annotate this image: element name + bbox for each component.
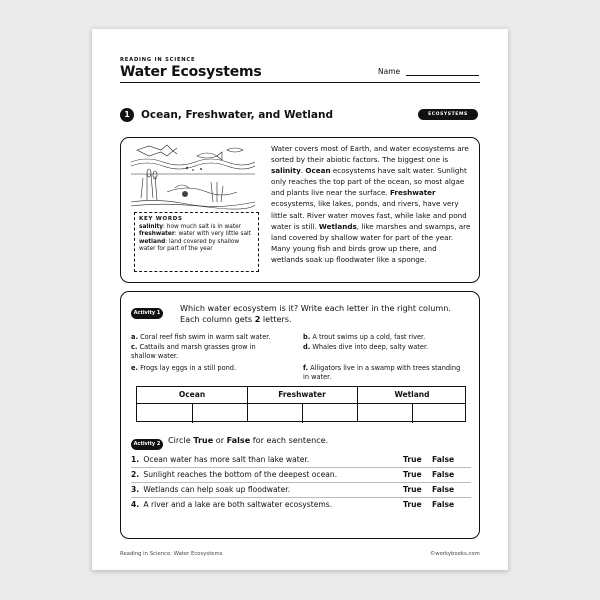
true-option[interactable]: True	[403, 455, 422, 464]
instruction-text: Circle	[168, 435, 194, 445]
statement-row	[131, 484, 471, 495]
key-word-entry	[139, 224, 254, 232]
name-field-line[interactable]	[406, 75, 479, 76]
activity-1-item	[131, 333, 291, 342]
item-text: Cattails and marsh grasses grow in shallow water.	[131, 343, 256, 361]
passage-text: ecosystems, like lakes, ponds, and rivers, have very little salt. River water moves fast, while lake and pond water is still.	[271, 199, 467, 231]
key-word-definition: : how much salt is in water	[163, 223, 242, 230]
activity-1-item	[303, 343, 463, 352]
header-rule	[120, 82, 480, 83]
instruction-false: False	[226, 435, 251, 445]
activity-1-item	[303, 333, 463, 342]
statement-number: 3.	[131, 485, 140, 494]
reading-box	[120, 137, 480, 283]
true-option[interactable]: True	[403, 470, 422, 479]
table-divider	[137, 403, 465, 404]
reading-passage	[271, 143, 471, 265]
instruction-true: True	[193, 435, 214, 445]
passage-keyword: Wetlands	[318, 221, 357, 231]
statement-row	[131, 499, 471, 510]
item-text: Alligators live in a swamp with trees standing in water.	[303, 364, 461, 382]
activity-1-badge: Activity 1	[131, 308, 163, 319]
table-divider	[247, 387, 248, 421]
row-divider	[131, 482, 471, 483]
item-text: Frogs lay eggs in a still pond.	[140, 364, 237, 372]
item-letter: c.	[131, 343, 138, 351]
key-word-term: freshwater	[139, 231, 175, 238]
passage-text: .	[300, 166, 306, 176]
passage-text: Water covers most of Earth, and water ecosystems are sorted by their abiotic factors. The biggest one is	[271, 144, 469, 165]
true-option[interactable]: True	[403, 485, 422, 494]
statement-text: Wetlands can help soak up floodwater.	[143, 485, 291, 494]
instruction-text: or	[213, 435, 227, 445]
section-badge: ECOSYSTEMS	[418, 109, 478, 120]
name-label: Name	[378, 67, 401, 76]
false-option[interactable]: False	[432, 485, 455, 494]
key-words-box	[134, 212, 259, 272]
item-letter: d.	[303, 343, 311, 351]
false-option[interactable]: False	[432, 500, 455, 509]
section-number: 1	[120, 108, 134, 122]
answer-table	[136, 386, 466, 422]
activity-1-instruction-line	[180, 314, 470, 325]
key-word-definition: : water with very little salt	[174, 231, 251, 238]
series-kicker: READING IN SCIENCE	[120, 57, 196, 63]
item-letter: b.	[303, 333, 311, 341]
passage-keyword: salinity	[271, 166, 301, 176]
answer-cell-divider	[302, 403, 303, 423]
passage-keyword: Freshwater	[389, 188, 436, 198]
item-text: A trout swims up a cold, fast river.	[312, 333, 426, 341]
worksheet-page	[92, 29, 508, 570]
activity-1-instructions	[180, 303, 470, 325]
activity-1-item	[131, 343, 281, 362]
false-option[interactable]: False	[432, 470, 455, 479]
item-letter: a.	[131, 333, 138, 341]
item-text: Coral reef fish swim in warm salt water.	[140, 333, 271, 341]
statement-row	[131, 454, 471, 465]
passage-text: ecosystems have salt water. Sunlight only reaches the top part of the ocean, so most algae and plants live near the surface.	[271, 166, 467, 198]
statement-number: 1.	[131, 455, 140, 464]
ecosystem-illustration	[127, 142, 259, 210]
key-word-definition: : land covered by shallow water for part of the year	[139, 238, 240, 253]
passage-text: , like marshes and swamps, are land covered by shallow water for part of the year. Many young fish and birds grow up there, and wetlands soak up floodwater like a sponge.	[271, 221, 471, 264]
column-header-freshwater: Freshwater	[278, 390, 326, 399]
instruction-text: Each column gets	[180, 314, 255, 324]
key-word-term: wetland	[139, 238, 166, 245]
true-option[interactable]: True	[403, 500, 422, 509]
statement-text: Ocean water has more salt than lake water.	[143, 455, 310, 464]
statement-text: A river and a lake are both saltwater ecosystems.	[143, 500, 333, 509]
activity-1-item	[303, 364, 463, 383]
footer-right: ©workybooks.com	[430, 551, 480, 557]
section-title: Ocean, Freshwater, and Wetland	[141, 109, 333, 121]
key-word-entry	[139, 231, 254, 239]
statement-number: 2.	[131, 470, 140, 479]
column-header-wetland: Wetland	[394, 390, 430, 399]
key-words-title: KEY WORDS	[139, 216, 183, 222]
statement-text: Sunlight reaches the bottom of the deepest ocean.	[143, 470, 338, 479]
footer-left: Reading in Science: Water Ecosystems	[120, 551, 223, 557]
activity-2-instructions	[168, 435, 328, 446]
statement-number: 4.	[131, 500, 140, 509]
key-word-term: salinity	[139, 223, 163, 230]
table-divider	[357, 387, 358, 421]
key-word-entry	[139, 239, 254, 254]
column-header-ocean: Ocean	[178, 390, 206, 399]
page-title: Water Ecosystems	[120, 64, 262, 80]
false-option[interactable]: False	[432, 455, 455, 464]
answer-cell-divider	[412, 403, 413, 423]
statement-row	[131, 469, 471, 480]
activity-1-item	[131, 364, 291, 373]
answer-cell-divider	[192, 403, 193, 423]
row-divider	[131, 467, 471, 468]
activity-1-instruction-line: Which water ecosystem is it? Write each letter in the right column.	[180, 303, 451, 313]
passage-keyword: Ocean	[305, 166, 331, 176]
instruction-text: letters.	[260, 314, 292, 324]
row-divider	[131, 497, 471, 498]
activities-box	[120, 291, 480, 539]
activity-2-badge: Activity 2	[131, 439, 163, 450]
instruction-count: 2	[254, 314, 261, 324]
item-text: Whales dive into deep, salty water.	[312, 343, 429, 351]
instruction-text: for each sentence.	[250, 435, 329, 445]
item-letter: f.	[303, 364, 309, 372]
item-letter: e.	[131, 364, 138, 372]
